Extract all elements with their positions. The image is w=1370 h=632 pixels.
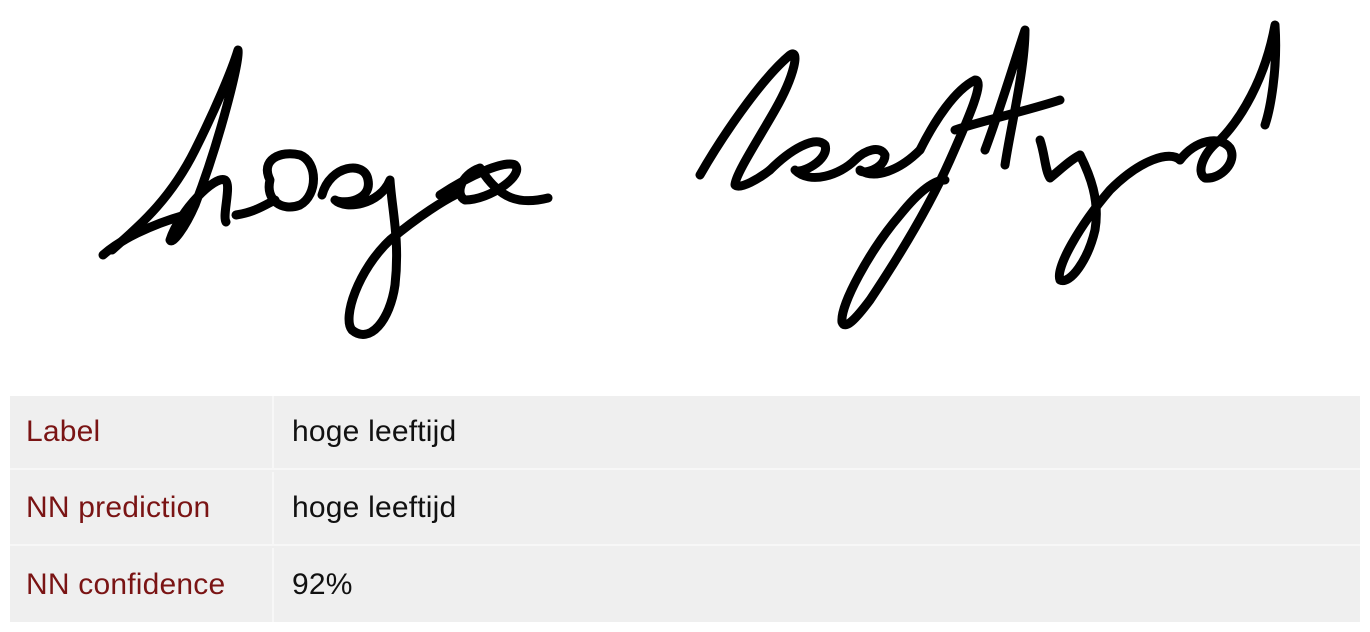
nn-confidence-key: NN confidence — [10, 548, 274, 622]
prediction-table — [10, 396, 1360, 622]
handwriting-hoge — [103, 50, 548, 334]
nn-prediction-value: hoge leeftijd — [274, 472, 1360, 546]
label-key: Label — [10, 396, 274, 470]
handwriting-leeftijd — [700, 25, 1276, 325]
nn-prediction-key: NN prediction — [10, 472, 274, 546]
label-value: hoge leeftijd — [274, 396, 1360, 470]
nn-confidence-value: 92% — [292, 568, 353, 601]
